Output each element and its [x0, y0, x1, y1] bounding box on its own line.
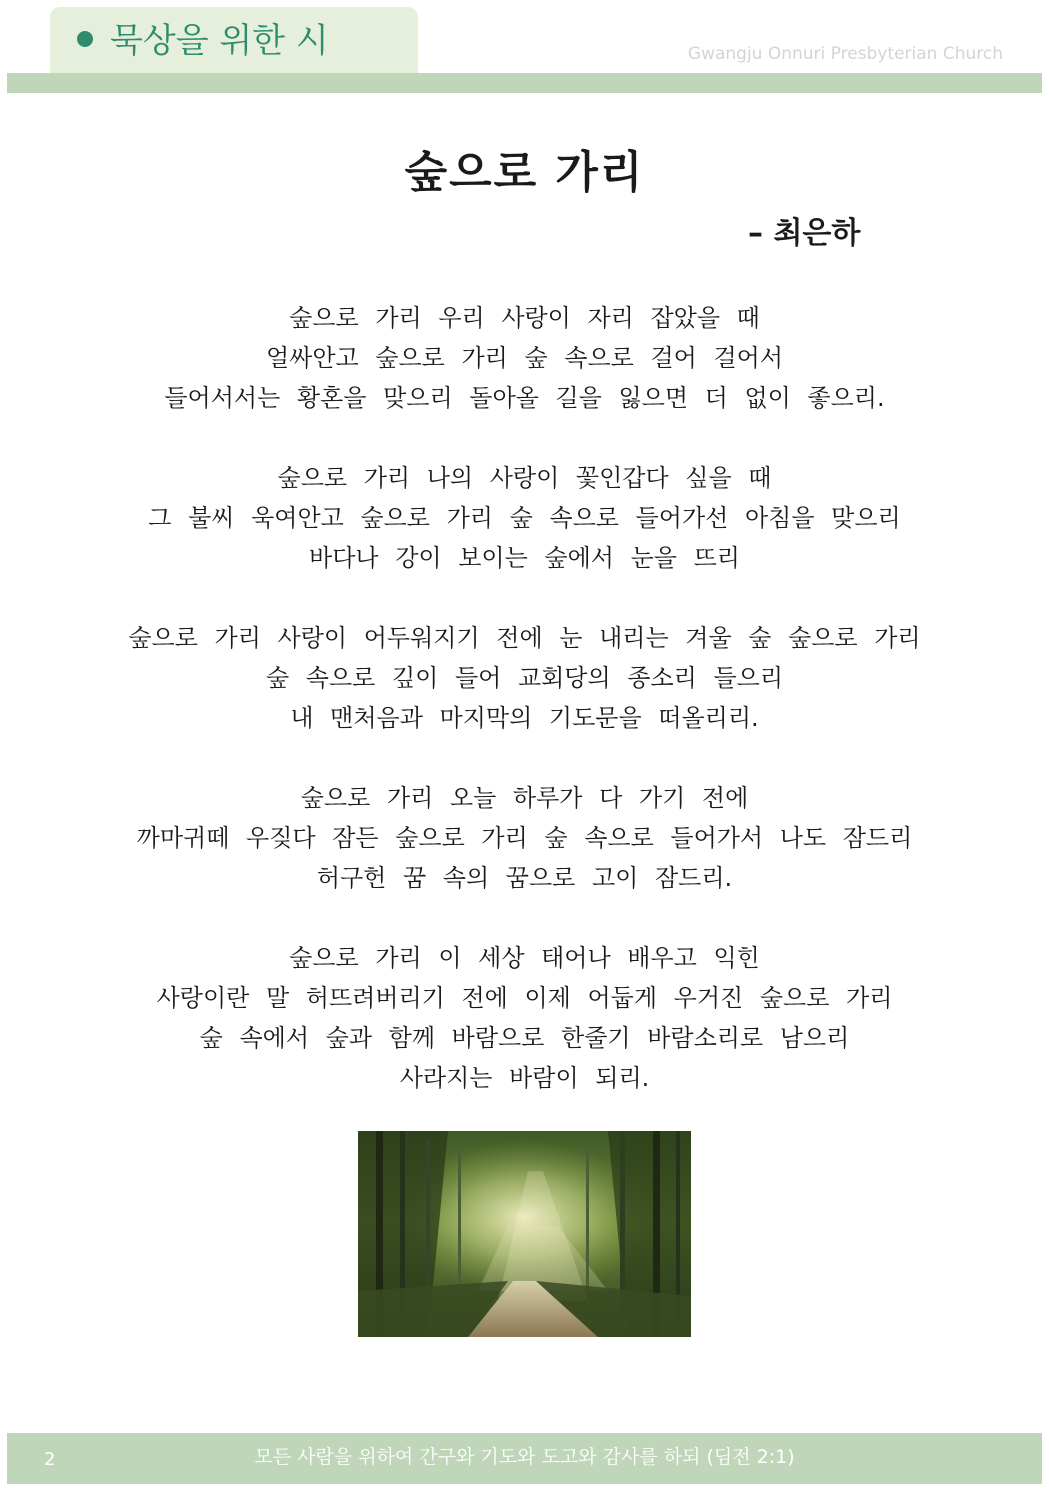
poem-line: 바다나 강이 보이는 숲에서 눈을 뜨리 [309, 544, 740, 572]
poem-line: 숲으로 가리 우리 사랑이 자리 잡았을 때 [289, 304, 760, 332]
forest-path-image [358, 1131, 691, 1337]
stanza-5 [60, 938, 989, 1098]
poem-line: 사랑이란 말 허뜨려버리기 전에 이제 어둡게 우거진 숲으로 가리 [156, 984, 893, 1012]
stanza-2 [60, 458, 989, 578]
church-name: Gwangju Onnuri Presbyterian Church [687, 44, 1003, 64]
page-number: 2 [44, 1449, 56, 1470]
poem-line: 내 맨처음과 마지막의 기도문을 떠올리리. [290, 704, 759, 732]
poem-line: 허구헌 꿈 속의 꿈으로 고이 잠드리. [316, 864, 733, 892]
poem-line: 들어서서는 황혼을 맞으리 돌아올 길을 잃으면 더 없이 좋으리. [164, 384, 885, 412]
footer-verse: 모든 사람을 위하여 간구와 기도와 도고와 감사를 하되 (딤전 2:1) [254, 1446, 795, 1468]
forest-path-photo [358, 1131, 691, 1337]
poem-body [60, 298, 989, 1098]
poem-line: 사라지는 바람이 되리. [399, 1064, 650, 1092]
poem-line: 숲으로 가리 사랑이 어두워지기 전에 눈 내리는 겨울 숲 숲으로 가리 [128, 624, 921, 652]
poem-title: 숲으로 가리 [404, 147, 645, 198]
stanza-1 [60, 298, 989, 418]
section-title: 묵상을 위한 시 [110, 21, 329, 61]
poem-author: – 최은하 [748, 216, 861, 251]
stanza-3 [60, 618, 989, 738]
poem-line: 숲 속으로 깊이 들어 교회당의 종소리 들으리 [265, 664, 784, 692]
poem-line: 까마귀떼 우짖다 잠든 숲으로 가리 숲 속으로 들어가서 나도 잠드리 [136, 824, 913, 852]
poem-line: 얼싸안고 숲으로 가리 숲 속으로 걸어 걸어서 [265, 344, 784, 372]
poem-line: 숲으로 가리 오늘 하루가 다 가기 전에 [300, 784, 749, 812]
poem-line: 그 불씨 욱여안고 숲으로 가리 숲 속으로 들어가선 아침을 맞으리 [148, 504, 901, 532]
bullet-icon [77, 31, 93, 47]
stanza-4 [60, 778, 989, 898]
poem-line: 숲으로 가리 나의 사랑이 꽃인갑다 싶을 때 [277, 464, 772, 492]
header-bar [7, 73, 1042, 93]
poem-line: 숲으로 가리 이 세상 태어나 배우고 익힌 [289, 944, 760, 972]
poem-line: 숲 속에서 숲과 함께 바람으로 한줄기 바람소리로 남으리 [199, 1024, 850, 1052]
